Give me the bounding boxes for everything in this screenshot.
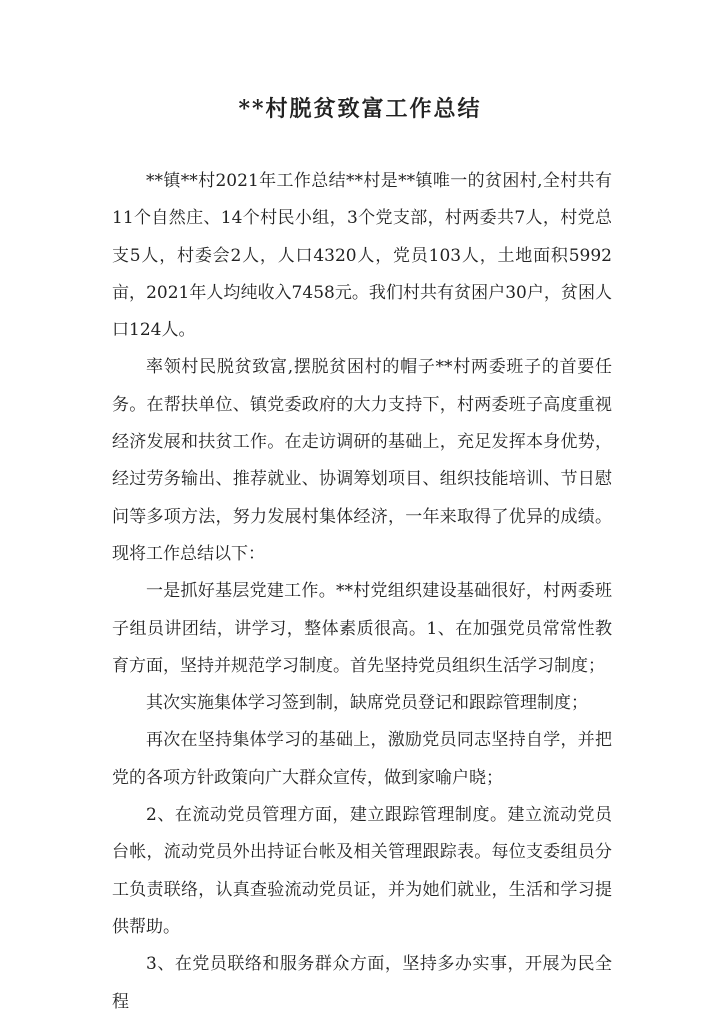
paragraph-sign-in: 其次实施集体学习签到制，缺席党员登记和跟踪管理制度； (146, 693, 588, 714)
paragraph-serve-masses: 3、在党员联络和服务群众方面，坚持多办实事，开展为民全程 (112, 954, 612, 1012)
paragraph-self-study: 再次在坚持集体学习的基础上，激励党员同志坚持自学，并把党的各项方针政策向广大群众宣传，做到家喻户晓； (112, 730, 612, 788)
paragraph-intro: **镇**村2021年工作总结**村是**镇唯一的贫困村,全村共有11个自然庄、14个村民小组，3个党支部，村两委共7人，村党总支5人，村委会2人，人口4320人，党员103人，土地面积5992亩，2021年人均纯收入7458元。我们村共有贫困户30户，贫困人口124人。 (112, 171, 612, 341)
document-body (112, 163, 612, 1021)
paragraph-mobile-members: 2、在流动党员管理方面，建立跟踪管理制度。建立流动党员台帐，流动党员外出持证台帐及相关管理跟踪表。每位支委组员分工负责联络，认真查验流动党员证，并为她们就业，生活和学习提供帮助。 (112, 805, 612, 937)
paragraph-task: 率领村民脱贫致富,摆脱贫困村的帽子**村两委班子的首要任务。在帮扶单位、镇党委政府的大力支持下，村两委班子高度重视经济发展和扶贫工作。在走访调研的基础上，充足发挥本身优势，经过劳务输出、推荐就业、协调筹划项目、组织技能培训、节日慰问等多项方法，努力发展村集体经济，一年来取得了优异的成绩。现将工作总结以下： (112, 357, 612, 564)
document-title: **村脱贫致富工作总结 (238, 96, 482, 122)
paragraph-party-building: 一是抓好基层党建工作。**村党组织建设基础很好，村两委班子组员讲团结，讲学习，整体素质很高。1、在加强党员常常性教育方面，坚持并规范学习制度。首先坚持党员组织生活学习制度； (112, 581, 612, 676)
